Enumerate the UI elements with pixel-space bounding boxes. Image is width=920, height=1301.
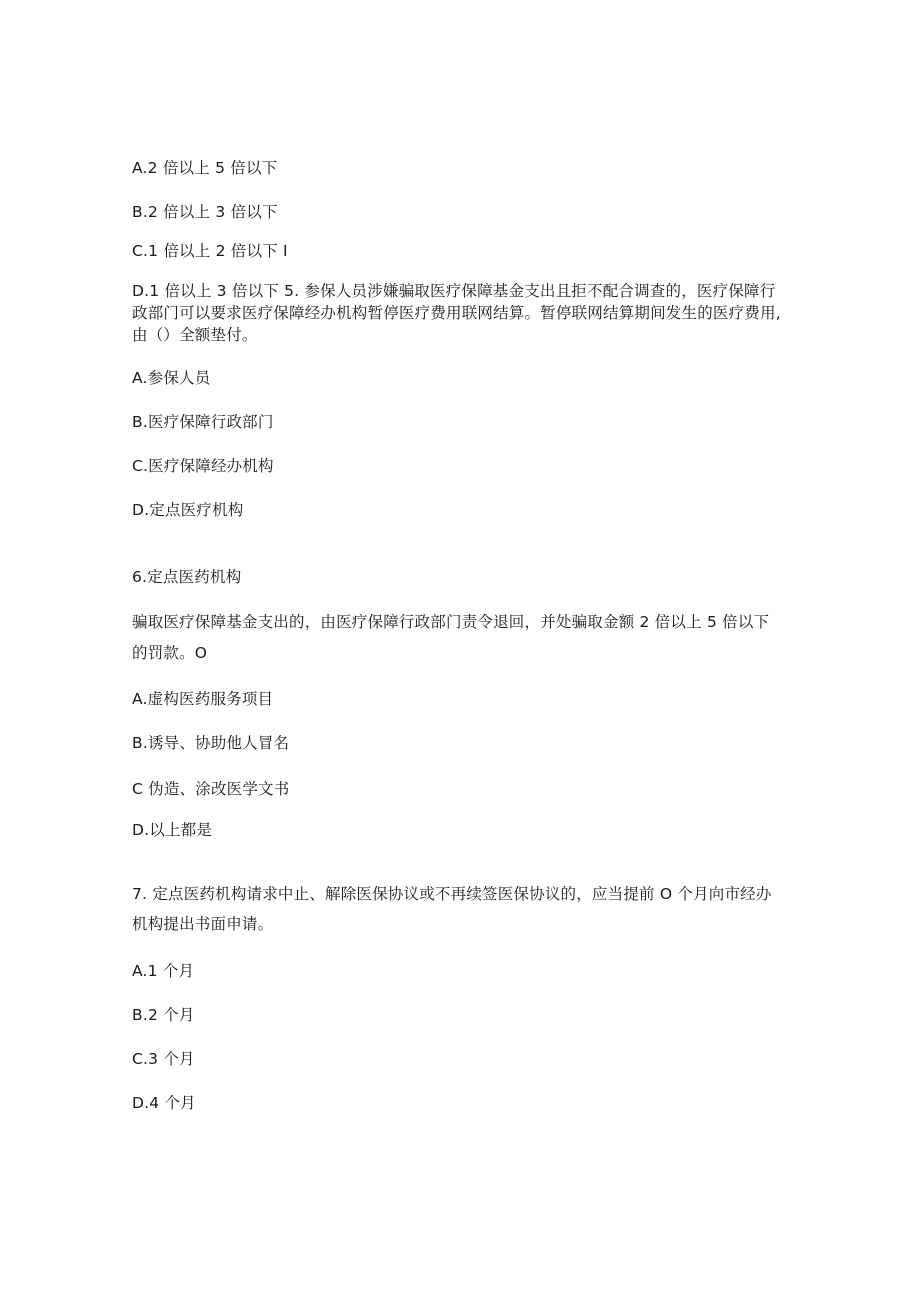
q7-option-b: B.2 个月 — [132, 1006, 195, 1024]
q5-option-a: A.参保人员 — [132, 369, 211, 387]
q4-option-a: A.2 倍以上 5 倍以下 — [132, 159, 278, 177]
q6-option-d: D.以上都是 — [132, 821, 213, 839]
q5-option-d: D.定点医疗机构 — [132, 501, 244, 519]
q7-option-c: C.3 个月 — [132, 1050, 195, 1068]
q7-option-a: A.1 个月 — [132, 962, 195, 980]
q4-option-c: C.1 倍以上 2 倍以下 I — [132, 242, 288, 260]
q6-title: 6.定点医药机构 — [132, 568, 242, 586]
q7-question: 7. 定点医药机构请求中止、解除医保协议或不再续签医保协议的，应当提前 O 个月向市经办机构提出书面申请。 — [132, 885, 772, 933]
q6-body: 骗取医疗保障基金支出的，由医疗保障行政部门责令退回，并处骗取金额 2 倍以上 5 倍以下的罚款。O — [132, 613, 770, 662]
q7-option-d: D.4 个月 — [132, 1094, 196, 1112]
q4-option-b: B.2 倍以上 3 倍以下 — [132, 203, 278, 221]
q5-option-c: C.医疗保障经办机构 — [132, 457, 274, 475]
q4-option-d-and-q5-question: D.1 倍以上 3 倍以下 5. 参保人员涉嫌骗取医疗保障基金支出且拒不配合调查的，医疗保障行政部门可以要求医疗保障经办机构暂停医疗费用联网结算。暂停联网结算期间发生的医疗费用, 由（）全额垫付。 — [132, 282, 781, 344]
q6-option-c: C 伪造、涂改医学文书 — [132, 780, 290, 798]
q5-option-b: B.医疗保障行政部门 — [132, 413, 274, 431]
q6-option-b: B.诱导、协助他人冒名 — [132, 734, 290, 752]
q6-option-a: A.虚构医药服务项目 — [132, 690, 274, 708]
